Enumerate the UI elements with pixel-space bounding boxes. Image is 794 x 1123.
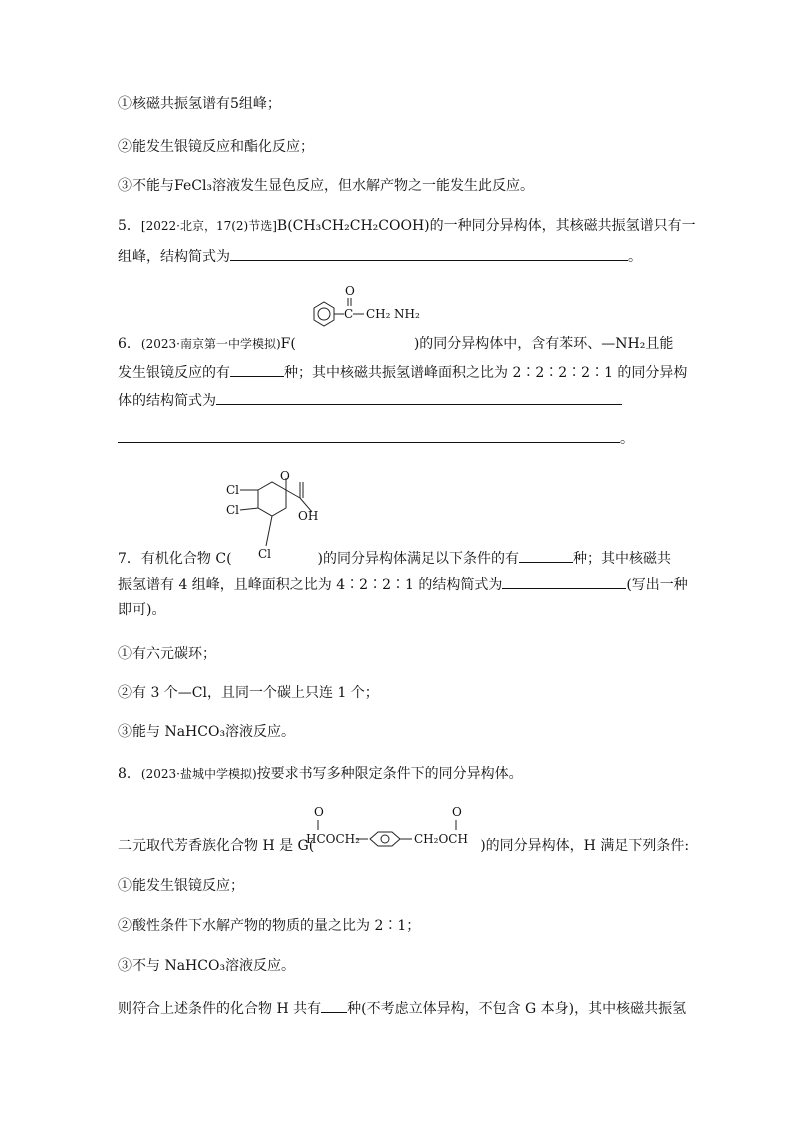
- q7-cl-1: Cl: [226, 483, 240, 497]
- q7-condition-3: ③能与 NaHCO₃溶液反应。: [118, 724, 296, 740]
- q7-oxygen: O: [280, 469, 290, 483]
- q6-number: 6．: [118, 336, 141, 352]
- q7-number: 7．: [118, 551, 141, 567]
- q5-source: [2022·北京，17(2)节选]: [140, 219, 277, 233]
- q6-structure-blank-2[interactable]: [118, 428, 620, 443]
- q5-text-a: B(CH₃CH₂CH₂COOH)的一种同分异构体，其核磁共振氢谱只有一: [276, 218, 696, 234]
- q6-nh2-label: NH₂: [394, 307, 420, 321]
- q6-line-1: [118, 334, 673, 354]
- q6-carbon-label: C: [344, 307, 354, 321]
- q7-cl-2: Cl: [226, 503, 240, 517]
- q5-line-2: [118, 246, 642, 267]
- q8-text-c-pre: 则符合上述条件的化合物 H 共有: [118, 1001, 322, 1017]
- q7-structure-diagram: [218, 464, 338, 560]
- q7-count-blank[interactable]: [519, 548, 573, 563]
- q6-text-b-pre: 发生银镜反应的有: [118, 365, 230, 381]
- q8-text-b-pre: 二元取代芳香族化合物 H 是 G(: [118, 838, 315, 854]
- q6-structure-diagram: [296, 284, 426, 340]
- q8-source: (2023·盐城中学模拟): [140, 767, 257, 781]
- q7-structure-blank[interactable]: [502, 574, 626, 589]
- q7-text-a-pre: 有机化合物 C(: [140, 551, 232, 567]
- q6-end: 。: [620, 431, 634, 447]
- q6-line-2: [118, 362, 687, 383]
- q6-count-blank[interactable]: [230, 362, 284, 377]
- q7-text-a-mid: )的同分异构体满足以下条件的有: [317, 551, 520, 567]
- q8-number: 8．: [118, 766, 141, 782]
- q6-line-3: [118, 390, 622, 411]
- q7-condition-1: ①有六元碳环；: [118, 646, 216, 662]
- intro-condition-2: ②能发生银镜反应和酯化反应；: [118, 139, 314, 155]
- q8-oxygen-right: O: [452, 805, 462, 819]
- q8-condition-2: ②酸性条件下水解产物的物质的量之比为 2∶1；: [118, 918, 421, 934]
- q5-answer-blank[interactable]: [230, 246, 628, 261]
- q8-condition-3: ③不与 NaHCO₃溶液反应。: [118, 958, 296, 974]
- q7-condition-2: ②有 3 个—Cl，且同一个碳上只连 1 个；: [118, 685, 379, 701]
- q7-bond-ring-carboxyl: [286, 490, 300, 498]
- q7-cl-3: Cl: [258, 547, 272, 561]
- q7-cyclohexane-ring: [258, 482, 286, 516]
- q8-count-blank[interactable]: [321, 998, 347, 1013]
- q8-left-group: HCOCH₂: [306, 832, 360, 846]
- q6-benzene-circle: [318, 308, 330, 320]
- q7-text-b-pre: 振氢谱有 4 组峰，且峰面积之比为 4∶2∶2∶1 的结构简式为: [118, 577, 503, 593]
- q8-condition-1: ①能发生银镜反应；: [118, 878, 244, 894]
- q7-text-c: 即可)。: [118, 602, 166, 618]
- q6-text-c: 体的结构简式为: [118, 393, 216, 409]
- q5-number: 5．: [118, 218, 141, 234]
- q8-line-1: [118, 764, 523, 784]
- q8-text-a: 按要求书写多种限定条件下的同分异构体。: [256, 766, 523, 782]
- q8-oxygen-left: O: [314, 805, 324, 819]
- q7-bond-cl-2: [240, 508, 258, 510]
- q7-line-2: [118, 574, 688, 595]
- q7-bond-cl-3: [266, 516, 272, 546]
- q6-line-4: [118, 428, 634, 449]
- q8-line-last: [118, 998, 686, 1019]
- q8-text-b-post: )的同分异构体，H 满足下列条件:: [480, 838, 690, 854]
- q6-ch2-label: CH₂: [366, 307, 391, 321]
- q7-text-a-post: 种；其中核磁共: [573, 551, 672, 567]
- intro-condition-1: ①核磁共振氢谱有5组峰；: [118, 96, 281, 112]
- q5-end: 。: [628, 249, 642, 265]
- q6-structure-blank-1[interactable]: [216, 390, 622, 405]
- q5-text-b: 组峰，结构简式为: [118, 249, 230, 265]
- q6-text-a: )的同分异构体中，含有苯环、—NH₂且能: [413, 336, 674, 352]
- q8-text-c-post: 种(不考虑立体异构，不包含 G 本身)，其中核磁共振氢: [347, 1001, 687, 1017]
- intro-condition-3: ③不能与FeCl₃溶液发生显色反应，但水解产物之一能发生此反应。: [118, 178, 535, 194]
- q6-benzene-ring: [314, 302, 334, 326]
- q5-line-1: [118, 216, 696, 236]
- q6-compound-label: F(: [280, 336, 296, 352]
- q8-line-2: [118, 836, 689, 856]
- q7-line-1: [118, 548, 671, 569]
- q6-source: (2023·南京第一中学模拟): [140, 337, 281, 351]
- q7-oh: OH: [298, 509, 319, 523]
- q8-right-group: CH₂OCH: [414, 832, 468, 846]
- q7-text-b-post: (写出一种: [626, 577, 688, 593]
- q6-oxygen-label: O: [345, 284, 355, 298]
- q6-text-b-post: 种；其中核磁共振氢谱峰面积之比为 2∶2∶2∶2∶1 的同分异构: [284, 365, 688, 381]
